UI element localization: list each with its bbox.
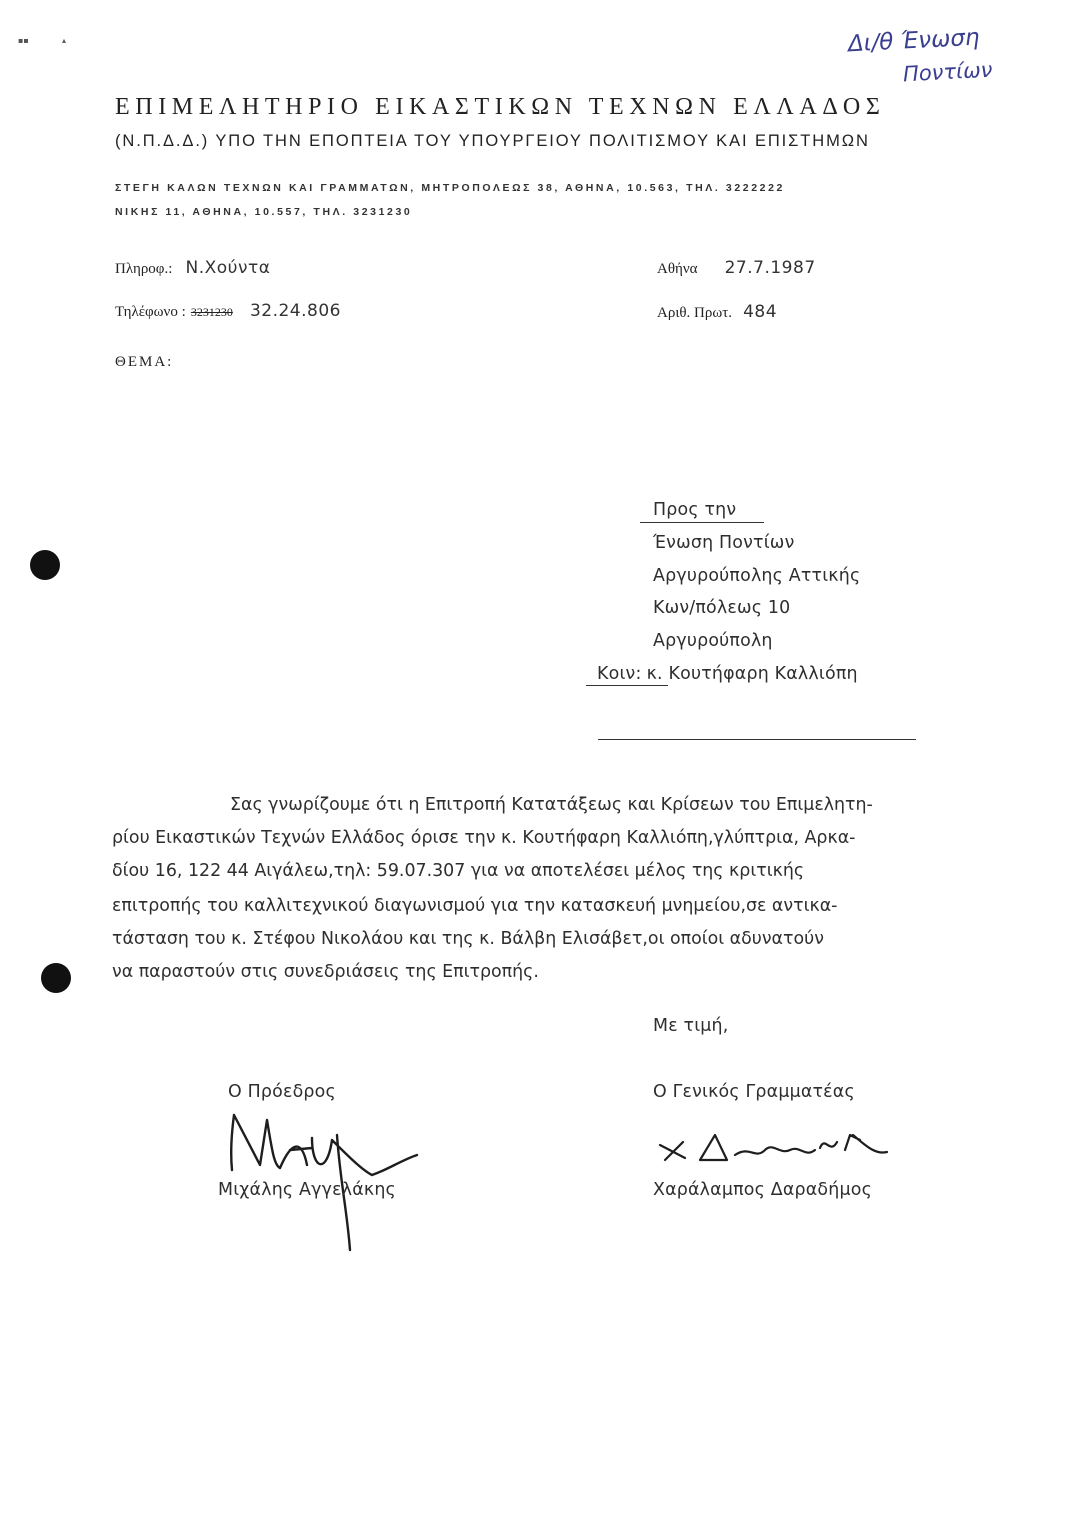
organization-title: ΕΠΙΜΕΛΗΤΗΡΙΟ ΕΙΚΑΣΤΙΚΩΝ ΤΕΧΝΩΝ ΕΛΛΑΔΟΣ: [115, 94, 886, 120]
punch-hole: [41, 963, 71, 993]
info-label: Πληροφ.:: [115, 261, 173, 277]
right-signatory-name: Χαράλαμπος Δαραδήμος: [653, 1180, 872, 1200]
cc-underline: [586, 685, 668, 686]
place-label: Αθήνα: [657, 261, 698, 277]
cc-label: Κοιν:: [597, 664, 642, 684]
phone-old-struck: 3231230: [190, 305, 233, 319]
letterhead-address-1: ΣΤΕΓΗ ΚΑΛΩΝ ΤΕΧΝΩΝ ΚΑΙ ΓΡΑΜΜΑΤΩΝ, ΜΗΤΡΟΠΟΛΕΩΣ 38, ΑΘΗΝΑ, 10.563, ΤΗΛ. 3222222: [115, 182, 785, 194]
body-line: να παραστούν στις συνεδριάσεις της Επιτροπής.: [112, 962, 539, 982]
body-line: δίου 16, 122 44 Αιγάλεω,τηλ: 59.07.307 για να αποτελέσει μέλος της κριτικής: [112, 861, 805, 881]
left-signatory-role: Ο Πρόεδρος: [228, 1082, 336, 1102]
body-line: ρίου Εικαστικών Τεχνών Ελλάδος όρισε την κ. Κουτήφαρη Καλλιόπη,γλύπτρια, Αρκα-: [112, 828, 856, 848]
phone-value: 32.24.806: [249, 301, 341, 321]
left-signatory-name: Μιχάλης Αγγελάκης: [218, 1180, 396, 1200]
closing: Με τιμή,: [653, 1016, 729, 1036]
handwritten-annotation-2: Ποντίων: [902, 57, 994, 87]
body-line: Σας γνωρίζουμε ότι η Επιτροπή Κατατάξεως και Κρίσεων του Επιμελητη-: [230, 795, 873, 815]
cc-value: κ. Κουτήφαρη Καλλιόπη: [646, 664, 858, 684]
subject-label: ΘΕΜΑ:: [115, 354, 174, 370]
recipient-to-underline: [640, 522, 764, 523]
scan-mark: ▴: [62, 36, 67, 45]
phone-row: [115, 301, 341, 321]
recipient-line: Αργυρούπολης Αττικής: [653, 566, 861, 586]
punch-hole: [30, 550, 60, 580]
letterhead-address-2: ΝΙΚΗΣ 11, ΑΘΗΝΑ, 10.557, ΤΗΛ. 3231230: [115, 206, 413, 218]
protocol-label: Αριθ. Πρωτ.: [657, 305, 733, 321]
separator-line: [598, 739, 916, 740]
date-row: [657, 258, 816, 278]
info-value: Ν.Χούντα: [185, 258, 271, 278]
date-value: 27.7.1987: [724, 258, 816, 278]
handwritten-annotation: Δι/θ Ένωση: [847, 24, 981, 58]
recipient-line: Αργυρούπολη: [653, 631, 773, 651]
body-line: τάσταση του κ. Στέφου Νικολάου και της κ. Βάλβη Ελισάβετ,οι οποίοι αδυνατούν: [112, 929, 824, 949]
info-row: [115, 258, 270, 278]
scan-mark: ▪▪: [18, 36, 29, 45]
protocol-number: 484: [743, 302, 778, 322]
body-line: επιτροπής του καλλιτεχνικού διαγωνισμού για την κατασκευή μνημείου,σε αντικα-: [112, 896, 838, 916]
recipient-line: Ένωση Ποντίων: [653, 533, 795, 553]
secretary-signature: [655, 1120, 895, 1180]
right-signatory-role: Ο Γενικός Γραμματέας: [653, 1082, 855, 1102]
organization-subtitle: (Ν.Π.Δ.Δ.) ΥΠΟ ΤΗΝ ΕΠΟΠΤΕΙΑ ΤΟΥ ΥΠΟΥΡΓΕΙΟΥ ΠΟΛΙΤΙΣΜΟΥ ΚΑΙ ΕΠΙΣΤΗΜΩΝ: [115, 132, 870, 150]
phone-label: Τηλέφωνο :: [115, 304, 186, 320]
recipient-to: Προς την: [653, 500, 737, 520]
cc-row: [597, 664, 858, 684]
protocol-row: [657, 302, 777, 322]
recipient-line: Κων/πόλεως 10: [653, 598, 791, 618]
